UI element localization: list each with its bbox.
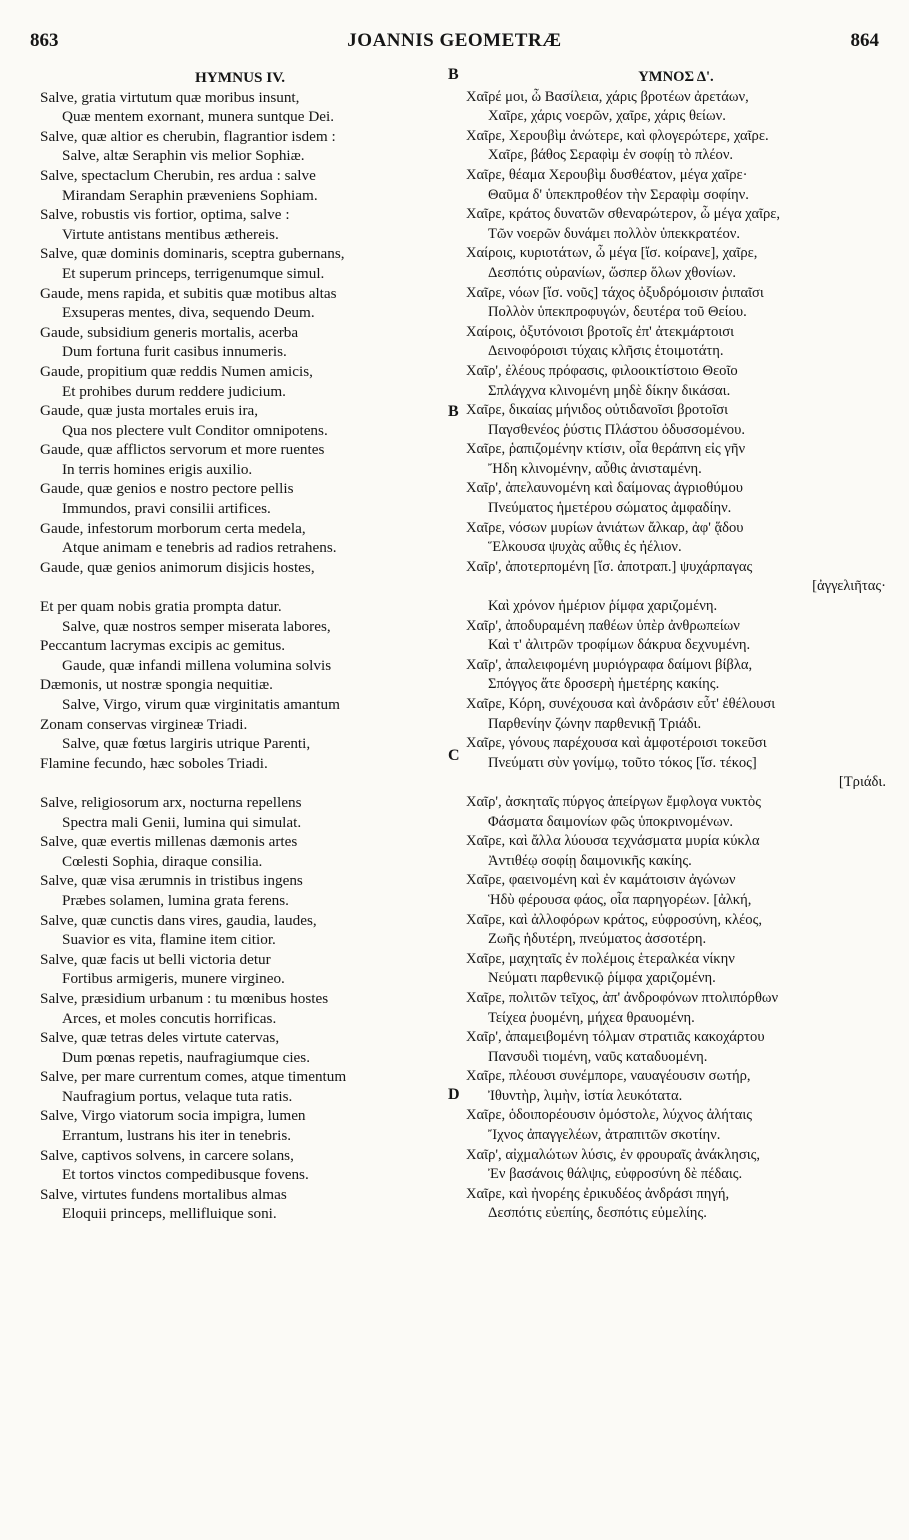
greek-verse-line: Χαῖρε, μαχηταῖς ἐν πολέμοις ἑτεραλκέα νίκην xyxy=(466,950,735,967)
greek-verse-line: Χαῖρε, βάθος Σεραφὶμ ἐν σοφίῃ τὸ πλέον. xyxy=(488,147,734,164)
greek-verse-line: Ζωῆς ἡδυτέρη, πνεύματος ἀσσοτέρη. xyxy=(488,931,707,948)
latin-verse-line: Præbes solamen, lumina grata ferens. xyxy=(62,891,289,909)
greek-verse-line: Χαῖρε, χάρις νοερῶν, χαῖρε, χάρις θείων. xyxy=(488,108,726,125)
latin-verse-line: Spectra mali Genii, lumina qui simulat. xyxy=(62,813,302,831)
greek-verse-line: Χαῖρ', ἀποτερπομένη [ἴσ. ἀποτραπ.] ψυχάρπαγας xyxy=(466,558,753,575)
greek-hymn-title: ΥΜΝΟΣ Δ'. xyxy=(638,69,714,85)
latin-verse-line: Cœlesti Sophia, diraque consilia. xyxy=(62,852,263,870)
latin-verse-line: Salve, quæ cunctis dans vires, gaudia, laudes, xyxy=(40,911,317,929)
latin-verse-line: Salve, quæ nostros semper miserata labores, xyxy=(62,617,331,635)
latin-verse-line: Salve, virtutes fundens mortalibus almas xyxy=(40,1185,287,1203)
greek-verse-line: Χαῖρ', ἀπαλειφομένη μυριόγραφα δαίμονι βίβλα, xyxy=(466,656,753,673)
greek-verse-line: Χαῖρε, φαεινομένη καὶ ἐν καμάτοισιν ἀγώνων xyxy=(466,872,736,889)
greek-verse-line: Πανσυδὶ τιομένη, ναῦς καταδυομένη. xyxy=(488,1048,708,1065)
latin-verse-line: Salve, quæ facis ut belli victoria detur xyxy=(40,950,271,968)
greek-verse-line: Χαῖρε, Κόρη, συνέχουσα καὶ ἀνδράσιν εὖτ' ἐθέλουσι xyxy=(466,696,776,712)
greek-verse-line: Χαῖρε, καὶ ἀλλοφόρων κράτος, εὐφροσύνη, κλέος, xyxy=(466,911,762,928)
greek-verse-line: Ἐν βασάνοις θάλψις, εὐφροσύνη δὲ πέδαις. xyxy=(488,1166,743,1183)
latin-verse-line: Gaude, quæ infandi millena volumina solvis xyxy=(62,656,332,674)
latin-verse-line: Et tortos vinctos compedibusque fovens. xyxy=(62,1166,309,1184)
latin-verse-line: Salve, robustis vis fortior, optima, salve : xyxy=(40,206,290,224)
latin-verse-line: Salve, religiosorum arx, nocturna repellens xyxy=(40,793,302,811)
latin-verse-line: Errantum, lustrans his iter in tenebris. xyxy=(62,1127,292,1145)
latin-verse-line: Dum pœnas repetis, naufragiumque cies. xyxy=(62,1048,310,1066)
latin-verse-line: Salve, gratia virtutum quæ moribus insunt, xyxy=(40,88,300,106)
latin-verse-line: Suavior es vita, flamine item citior. xyxy=(62,931,276,949)
left-page-number: 863 xyxy=(30,30,59,51)
greek-verse-line: Καὶ χρόνον ἡμέριον ῥίμφα χαριζομένη. xyxy=(488,598,718,615)
greek-verse-line: Τείχεα ῥυομένη, μήχεα θραυομένη. xyxy=(488,1009,695,1026)
greek-verse-line: Ἤδη κλινομένην, αὖθις ἀνισταμένη. xyxy=(488,460,702,477)
greek-verse-line: Χαῖρ', ἐλέους πρόφασις, φιλοοικτίστοιο Θεοῖο xyxy=(466,362,738,379)
greek-verse-line: Χαῖρ', ἀπαμειβομένη τόλμαν στρατιᾶς κακοχάρτου xyxy=(466,1029,765,1046)
greek-verse-line: Χαῖρε, καὶ ἠνορέης ἐρικυδέος ἀνδράσι πηγή, xyxy=(466,1185,730,1202)
greek-verse-line: Ἴχνος ἀπαγγελέων, ἀτραπιτῶν σκοτίην. xyxy=(488,1127,721,1144)
latin-verse-line: Gaude, mens rapida, et subitis quæ motibus altas xyxy=(40,284,337,302)
greek-verse-line: Τῶν νοερῶν δυνάμει πολλὸν ὑπεκκρατέον. xyxy=(488,225,741,242)
latin-verse-line: Salve, spectaclum Cherubin, res ardua : salve xyxy=(40,166,316,184)
latin-verse-line: Salve, quæ visa ærumnis in tristibus ingens xyxy=(40,872,303,890)
greek-verse-line: Χαῖρε, ὁδοιπορέουσιν ὁμόστολε, λύχνος ἀλήταις xyxy=(466,1107,753,1124)
margin-letter-c: C xyxy=(448,747,460,764)
latin-verse-line: Atque animam e tenebris ad radios retrahens. xyxy=(62,539,337,557)
greek-verse-line: Χαῖρε, πλέουσι συνέμπορε, ναυαγέουσιν σωτήρ, xyxy=(466,1068,751,1085)
latin-verse-line: Gaude, quæ justa mortales eruis ira, xyxy=(40,402,259,420)
latin-verse-line: In terris homines erigis auxilio. xyxy=(62,460,253,478)
latin-verse-line: Naufragium portus, velaque tuta ratis. xyxy=(62,1087,293,1105)
margin-letter-b: B xyxy=(448,66,459,83)
right-page-number: 864 xyxy=(850,30,879,51)
latin-verse-line: Salve, altæ Seraphin vis melior Sophiæ. xyxy=(62,147,305,165)
latin-verse-line: Arces, et moles concutis horrificas. xyxy=(62,1009,277,1027)
latin-verse-line: Qua nos plectere vult Conditor omnipotens. xyxy=(62,421,328,439)
latin-verse-line: Zonam conservas virgineæ Triadi. xyxy=(40,715,248,733)
greek-verse-line: Καὶ τ' ἀλιτρῶν τροφίμων δάκρυα δεχνυμένη. xyxy=(488,637,751,654)
latin-verse-line: Peccantum lacrymas excipis ac gemitus. xyxy=(40,637,286,655)
greek-verse-line: Παγσθενέος ῥύστις Πλάστου ὀδυσσομένου. xyxy=(488,421,745,438)
latin-verse-line: Quæ mentem exornant, munera suntque Dei. xyxy=(62,108,335,126)
greek-verse-line: Χαῖρε, ῥαπιζομένην κτίσιν, οἷα θεράπνη εἰς γῆν xyxy=(466,441,746,458)
greek-verse-line: [ἀγγελιῆτας· xyxy=(812,578,886,595)
greek-verse-line: [Τριάδι. xyxy=(838,774,886,791)
latin-verse-line: Dæmonis, ut nostræ spongia nequitiæ. xyxy=(40,676,273,694)
latin-verse-line xyxy=(40,577,440,597)
greek-verse-line: Χαῖρ', ἀσκηταῖς πύργος ἀπείργων ἔμφλογα νυκτὸς xyxy=(466,793,761,810)
greek-verse-line: Χαῖρ', αἰχμαλώτων λύσις, ἐν φρουραῖς ἀνάκλησις, xyxy=(466,1146,761,1163)
greek-verse-line: Χαίροις, ὀξυτόνοισι βροτοῖς ἐπ' ἀτεκμάρτοισι xyxy=(466,323,735,340)
greek-verse-line: Παρθενίην ζώνην παρθενικῇ Τριάδι. xyxy=(488,715,702,732)
greek-verse-line: Σπλάγχνα κλινομένη μηδὲ δίκην δικάσαι. xyxy=(488,382,731,399)
latin-verse-line: Et per quam nobis gratia prompta datur. xyxy=(40,598,282,616)
greek-verse-line: Χαῖρε, νόσων μυρίων ἀνιάτων ἄλκαρ, ἀφ' ᾅδου xyxy=(466,519,744,536)
greek-verse-line: Χαῖρε, γόνους παρέχουσα καὶ ἀμφοτέροισι τοκεῦσι xyxy=(466,735,767,752)
greek-verse-line: Χαῖρ', ἀπελαυνομένη καὶ δαίμονας ἀγριοθύμου xyxy=(466,480,743,497)
greek-verse-line: Φάσματα δαιμονίων φῶς ὑποκρινομένων. xyxy=(488,813,733,830)
latin-verse-line: Salve, captivos solvens, in carcere solans, xyxy=(40,1146,294,1164)
page-header xyxy=(30,30,879,58)
latin-verse-line: Fortibus armigeris, munere virgineo. xyxy=(62,970,285,988)
latin-verse-line: Gaude, subsidium generis mortalis, acerba xyxy=(40,323,299,341)
running-title: JOANNIS GEOMETRÆ xyxy=(347,30,562,51)
greek-verse-line: Δεσπότις οὐρανίων, ὥσπερ ὅλων χθονίων. xyxy=(488,264,737,281)
latin-verse-line: Salve, quæ evertis millenas dæmonis artes xyxy=(40,833,298,851)
greek-verse-line: Ἡδὺ φέρουσα φάος, οἷα παρηγορέων. [ἀλκή, xyxy=(488,891,752,908)
greek-verse-line: Ἕλκουσα ψυχὰς αὖθις ἐς ἠέλιον. xyxy=(488,539,682,556)
latin-verse-line: Dum fortuna furit casibus innumeris. xyxy=(62,343,287,361)
latin-verse-line: Exsuperas mentes, diva, sequendo Deum. xyxy=(62,304,315,322)
greek-verse-line: Χαῖρε, κράτος δυνατῶν σθεναρώτερον, ὦ μέγα χαῖρε, xyxy=(466,206,781,223)
latin-verse-line: Et superum princeps, terrigenumque simul. xyxy=(62,264,325,282)
latin-verse-line: Salve, per mare currentum comes, atque timentum xyxy=(40,1068,347,1086)
latin-verse-line: Salve, quæ fœtus largiris utrique Parenti, xyxy=(62,735,311,753)
greek-verse-line: Ἀντιθέῳ σοφίῃ δαιμονικῆς κακίης. xyxy=(488,852,692,869)
latin-verse-line: Eloquii princeps, mellifluique soni. xyxy=(62,1205,277,1223)
margin-letter-d: D xyxy=(448,1086,460,1103)
greek-verse-line: Πολλὸν ὑπεκπροφυγών, δευτέρα τοῦ Θείου. xyxy=(488,304,747,321)
greek-verse-line: Σπόγγος ἅτε δροσερὴ ἡμετέρης κακίης. xyxy=(488,676,720,693)
latin-column xyxy=(40,68,440,1224)
greek-verse-line: Δεσπότις εὐεπίης, δεσπότις εὐμελίης. xyxy=(488,1205,707,1222)
latin-verse-line: Salve, quæ altior es cherubin, flagrantior isdem : xyxy=(40,127,336,145)
greek-verse-line: Χαῖρέ μοι, ὦ Βασίλεια, χάρις βροτέων ἀρετάων, xyxy=(466,88,749,105)
greek-verse-line: Χαῖρε, πολιτῶν τεῖχος, ἀπ' ἀνδροφόνων πτολιπόρθων xyxy=(466,989,779,1006)
greek-column xyxy=(466,68,886,1224)
greek-verse-line: Χαῖρ', ἀποδυραμένη παθέων ὑπὲρ ἀνθρωπείων xyxy=(466,617,740,634)
greek-verse-line: Χαίροις, κυριοτάτων, ὦ μέγα [ἴσ. κοίρανε], χαῖρε, xyxy=(466,245,758,262)
greek-verse-line: Πνεύματος ἡμετέρου σώματος ἀμφαδίην. xyxy=(488,500,732,517)
latin-verse-line: Flamine fecundo, hæc soboles Triadi. xyxy=(40,754,268,772)
greek-verse-line: Χαῖρε, θέαμα Χερουβὶμ δυσθέατον, μέγα χαῖρε· xyxy=(466,166,748,183)
greek-verse-line: Χαῖρε, Χερουβὶμ ἀνώτερε, καὶ φλογερώτερε, χαῖρε. xyxy=(466,127,769,144)
greek-verse-line: Ἰθυντὴρ, λιμὴν, ἱστία λευκότατα. xyxy=(488,1087,683,1104)
greek-verse-line: Πνεύματι σὺν γονίμῳ, τοῦτο τόκος [ἴσ. τέκος] xyxy=(488,754,757,771)
latin-verse-line: Salve, quæ dominis dominaris, sceptra gubernans, xyxy=(40,245,345,263)
latin-verse-line: Gaude, quæ genios animorum disjicis hostes, xyxy=(40,558,315,576)
greek-verse-line: Χαῖρε, καὶ ἄλλα λύουσα τεχνάσματα μυρία κύκλα xyxy=(466,833,760,850)
margin-letter-b-second: B xyxy=(448,403,459,420)
latin-verse-line xyxy=(40,773,440,793)
greek-verse-line: Χαῖρε, νόων [ἴσ. νοῦς] τάχος ὀξυδρόμοισιν ῥιπαῖσι xyxy=(466,284,764,301)
greek-verse-line: Δεινοφόροισι τύχαις κλῆσις ἑτοιμοτάτη. xyxy=(488,343,724,360)
latin-verse-line: Salve, Virgo, virum quæ virginitatis amantum xyxy=(62,696,340,713)
latin-verse-line: Virtute antistans mentibus æthereis. xyxy=(62,225,279,243)
latin-verse-line: Gaude, propitium quæ reddis Numen amicis, xyxy=(40,362,313,380)
greek-verse-line: Νεύματι παρθενικῷ ῥίμφα χαριζομένη. xyxy=(488,970,716,987)
latin-verse-line: Salve, quæ tetras deles virtute catervas, xyxy=(40,1029,280,1047)
latin-verse-line: Salve, præsidium urbanum : tu mœnibus hostes xyxy=(40,989,329,1007)
latin-verse-line: Mirandam Seraphin præveniens Sophiam. xyxy=(62,186,318,204)
greek-verse-line: Θαῦμα δ' ὑπεκπροθέον τὴν Σεραφὶμ σοφίην. xyxy=(488,186,749,203)
latin-verse-line: Gaude, quæ genios e nostro pectore pellis xyxy=(40,480,294,498)
greek-verse-line: Χαῖρε, δικαίας μήνιδος οὐτιδανοῖσι βροτοῖσι xyxy=(466,402,729,419)
latin-verse-line: Immundos, pravi consilii artifices. xyxy=(62,500,271,518)
latin-verse-line: Salve, Virgo viatorum socia impigra, lumen xyxy=(40,1107,306,1125)
latin-hymn-title: HYMNUS IV. xyxy=(194,69,285,86)
latin-verse-line: Gaude, infestorum morborum certa medela, xyxy=(40,519,306,537)
latin-verse-line: Gaude, quæ afflictos servorum et more ruentes xyxy=(40,441,325,459)
latin-verse-line: Et prohibes durum reddere judicium. xyxy=(62,382,286,400)
